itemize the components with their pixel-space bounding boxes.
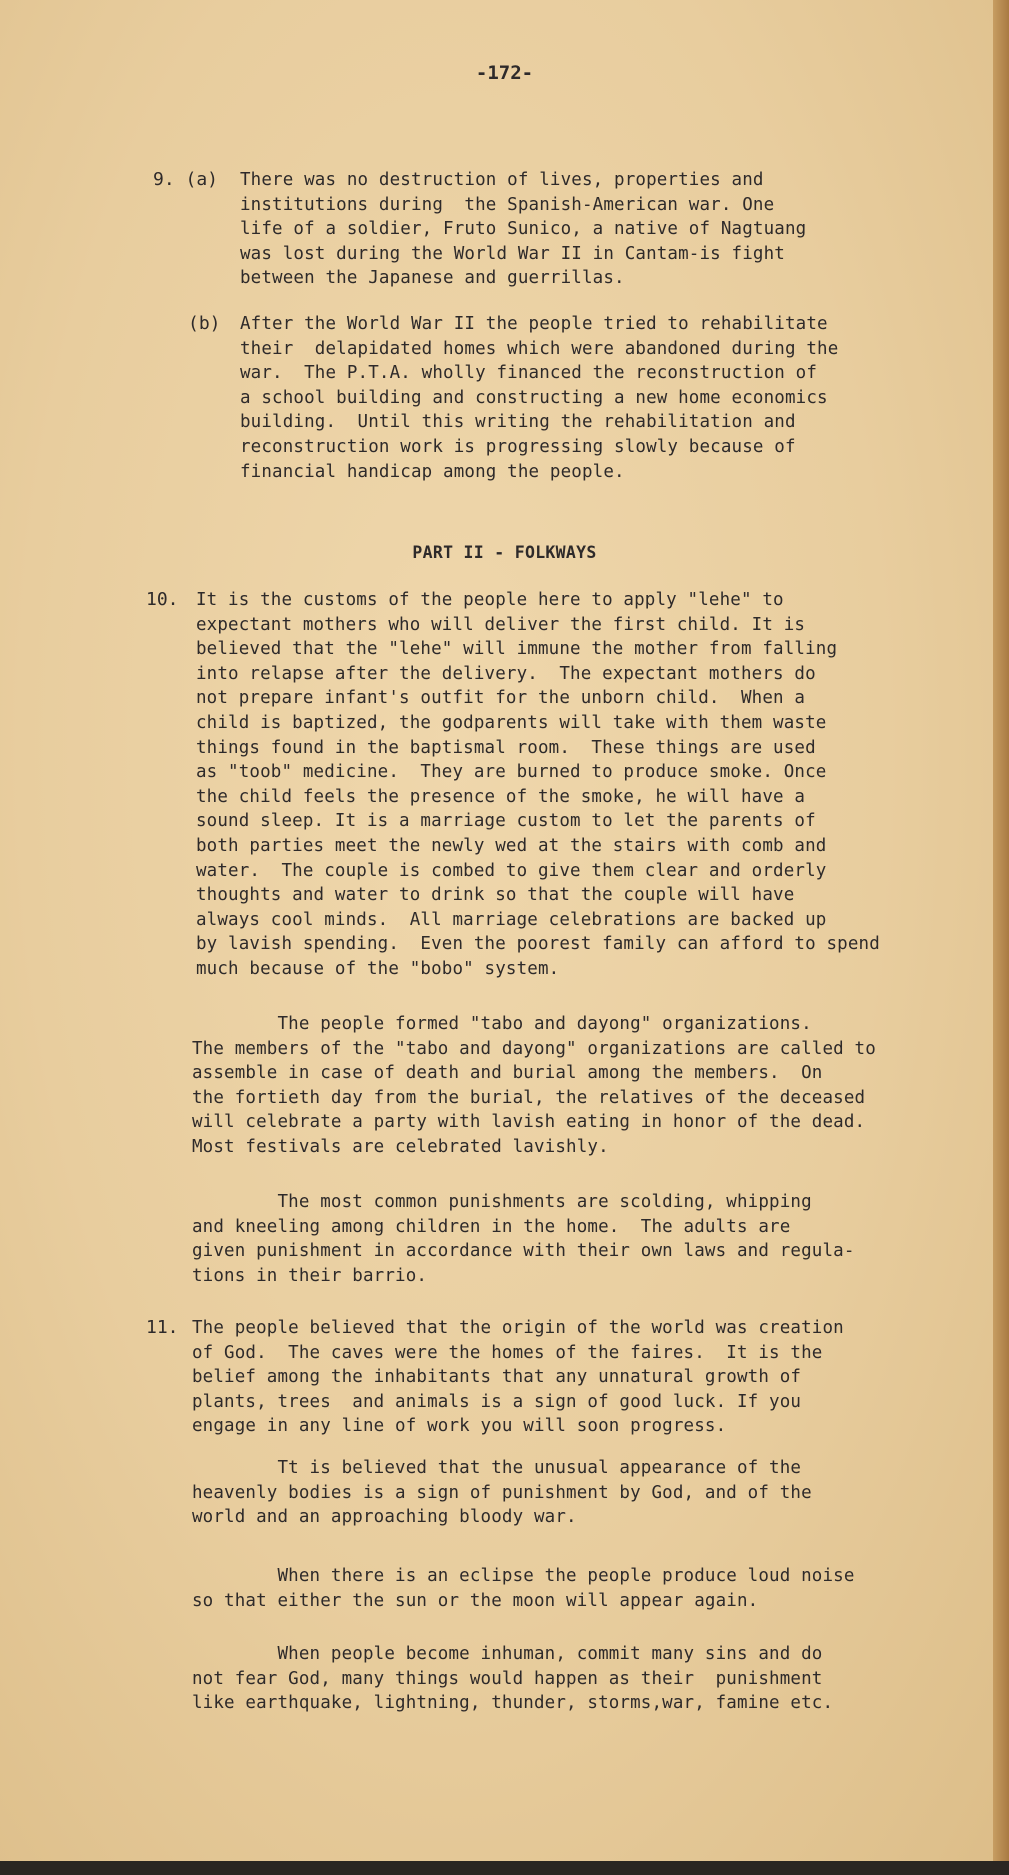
text-line: reconstruction work is progressing slowly because of [240,436,796,457]
text-line: The most common punishments are scolding, whipping [192,1192,812,1212]
text-line: thoughts and water to drink so that the couple will have [196,885,795,906]
text-line: was lost during the World War II in Cantam-is fight [240,243,785,264]
section-11-number: 11. [146,1317,179,1338]
section-11-paragraph-1 [192,1316,844,1439]
text-line: sound sleep. It is a marriage custom to let the parents of [196,811,816,832]
text-line: institutions during the Spanish-American war. One [240,194,775,215]
text-line: things found in the baptismal room. These things are used [196,737,816,758]
section-11-paragraph-4 [192,1642,833,1716]
text-line: believed that the "lehe" will immune the mother from falling [196,639,838,660]
text-line: not prepare infant's outfit for the unborn child. When a [196,688,806,709]
text-line: belief among the inhabitants that any unnatural growth of [192,1367,802,1388]
text-line: Tt is believed that the unusual appearance of the [192,1458,802,1478]
section-10-paragraph-3 [192,1190,855,1288]
text-line: like earthquake, lightning, thunder, storms,war, famine etc. [192,1693,834,1714]
section-11-paragraph-2 [192,1456,812,1530]
text-line: by lavish spending. Even the poorest family can afford to spend [196,934,880,955]
text-line: When people become inhuman, commit many sins and do [192,1644,823,1664]
item-9b-number: (b) [188,313,221,334]
text-line: the child feels the presence of the smoke, he will have a [196,786,806,807]
text-line: always cool minds. All marriage celebrations are backed up [196,909,827,930]
text-line: After the World War II the people tried to rehabilitate [240,314,828,334]
text-line: a school building and constructing a new home economics [240,387,828,408]
section-10-paragraph-1 [196,588,880,982]
text-line: much because of the "bobo" system. [196,958,560,979]
text-line: heavenly bodies is a sign of punishment by God, and of the [192,1482,812,1503]
item-9a-number: 9. (a) [153,169,219,190]
part-heading: PART II - FOLKWAYS [412,543,597,562]
text-line: war. The P.T.A. wholly financed the reconstruction of [240,363,818,384]
section-11-paragraph-3 [192,1564,855,1613]
text-line: assemble in case of death and burial among the members. On [192,1063,823,1084]
item-9b-text [240,312,838,484]
text-line: the fortieth day from the burial, the relatives of the deceased [192,1087,866,1108]
text-line: Most festivals are celebrated lavishly. [192,1136,609,1157]
text-line: plants, trees and animals is a sign of good luck. If you [192,1391,802,1412]
text-line: It is the customs of the people here to apply "lehe" to [196,590,784,610]
text-line: The people believed that the origin of the world was creation [192,1318,844,1338]
text-line: both parties meet the newly wed at the stairs with comb and [196,835,827,856]
text-line: will celebrate a party with lavish eating in honor of the dead. [192,1112,866,1133]
text-line: given punishment in accordance with their own laws and regula- [192,1241,855,1262]
text-line: their delapidated homes which were abandoned during the [240,338,839,359]
text-line: tions in their barrio. [192,1265,428,1286]
text-line: as "toob" medicine. They are burned to produce smoke. Once [196,762,827,783]
item-9a-text [240,168,806,291]
text-line: When there is an eclipse the people produce loud noise [192,1566,855,1586]
text-line: so that either the sun or the moon will appear again. [192,1590,759,1611]
section-10-number: 10. [146,589,179,610]
text-line: life of a soldier, Fruto Sunico, a native of Nagtuang [240,219,807,240]
page-edge-right [993,0,1009,1875]
text-line: of God. The caves were the homes of the faires. It is the [192,1342,823,1363]
text-line: engage in any line of work you will soon progress. [192,1416,727,1437]
text-line: The people formed "tabo and dayong" organizations. [192,1014,812,1034]
text-line: building. Until this writing the rehabilitation and [240,412,796,433]
text-line: child is baptized, the godparents will take with them waste [196,712,827,733]
text-line: and kneeling among children in the home. The adults are [192,1216,791,1237]
text-line: financial handicap among the people. [240,461,625,482]
page-number: -172- [475,62,534,84]
text-line: between the Japanese and guerrillas. [240,268,625,289]
text-line: into relapse after the delivery. The expectant mothers do [196,663,816,684]
text-line: The members of the "tabo and dayong" organizations are called to [192,1038,876,1059]
page-edge-bottom [0,1861,1009,1875]
text-line: not fear God, many things would happen as their punishment [192,1668,823,1689]
text-line: water. The couple is combed to give them clear and orderly [196,860,827,881]
text-line: There was no destruction of lives, properties and [240,170,764,190]
text-line: expectant mothers who will deliver the first child. It is [196,614,806,635]
text-line: world and an approaching bloody war. [192,1507,577,1528]
section-10-paragraph-2 [192,1012,876,1160]
